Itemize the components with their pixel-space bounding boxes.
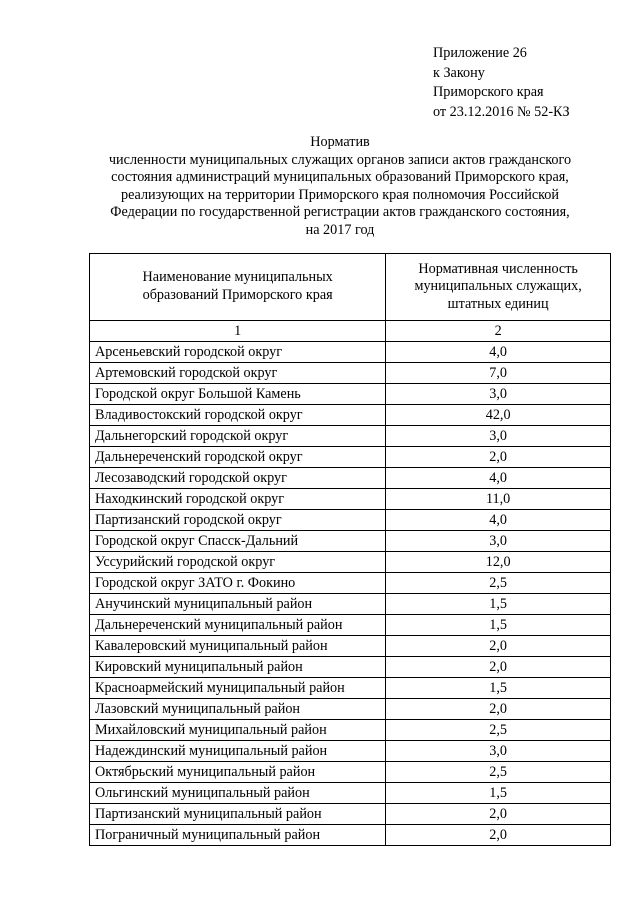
table-row — [90, 489, 611, 510]
table-row — [90, 825, 611, 846]
table-row — [90, 363, 611, 384]
table-row — [90, 741, 611, 762]
norms-table — [89, 253, 611, 846]
staff-norm-value: 2,0 — [386, 447, 611, 468]
staff-norm-value: 2,0 — [386, 636, 611, 657]
municipality-name: Кировский муниципальный район — [90, 657, 386, 678]
staff-norm-value: 2,5 — [386, 762, 611, 783]
staff-norm-value: 2,0 — [386, 804, 611, 825]
column-number: 1 — [90, 321, 386, 342]
header-municipality — [90, 254, 386, 321]
table-row — [90, 384, 611, 405]
municipality-name: Партизанский городской округ — [90, 510, 386, 531]
staff-norm-value: 4,0 — [386, 342, 611, 363]
title-line: численности муниципальных служащих органов записи актов гражданского — [108, 151, 572, 168]
staff-norm-value: 7,0 — [386, 363, 611, 384]
table-row — [90, 636, 611, 657]
staff-norm-value: 2,0 — [386, 825, 611, 846]
table-row — [90, 720, 611, 741]
municipality-name: Лесозаводский городской округ — [90, 468, 386, 489]
municipality-name: Партизанский муниципальный район — [90, 804, 386, 825]
municipality-name: Городской округ ЗАТО г. Фокино — [90, 573, 386, 594]
staff-norm-value: 1,5 — [386, 594, 611, 615]
title-line: реализующих на территории Приморского края полномочия Российской — [120, 186, 559, 203]
municipality-name: Арсеньевский городской округ — [90, 342, 386, 363]
appendix-reference — [433, 44, 570, 122]
municipality-name: Городской округ Большой Камень — [90, 384, 386, 405]
staff-norm-value: 3,0 — [386, 531, 611, 552]
table-row — [90, 552, 611, 573]
table-row — [90, 594, 611, 615]
title-line: состояния администраций муниципальных образований Приморского края, — [111, 169, 569, 186]
table-header-row — [90, 254, 611, 321]
table-row — [90, 657, 611, 678]
column-number-row — [90, 321, 611, 342]
municipality-name: Надеждинский муниципальный район — [90, 741, 386, 762]
document-title — [60, 134, 620, 240]
municipality-name: Владивостокский городской округ — [90, 405, 386, 426]
staff-norm-value: 3,0 — [386, 426, 611, 447]
staff-norm-value: 42,0 — [386, 405, 611, 426]
table-row — [90, 573, 611, 594]
municipality-name: Артемовский городской округ — [90, 363, 386, 384]
table-row — [90, 510, 611, 531]
staff-norm-value: 4,0 — [386, 468, 611, 489]
header-line: Наименование муниципальных — [142, 269, 333, 286]
appendix-line: Приложение 26 — [433, 45, 527, 61]
municipality-name: Ольгинский муниципальный район — [90, 783, 386, 804]
staff-norm-value: 11,0 — [386, 489, 611, 510]
table-row — [90, 699, 611, 720]
table-row — [90, 468, 611, 489]
staff-norm-value: 12,0 — [386, 552, 611, 573]
table-row — [90, 405, 611, 426]
staff-norm-value: 2,5 — [386, 720, 611, 741]
staff-norm-value: 3,0 — [386, 741, 611, 762]
municipality-name: Дальнереченский городской округ — [90, 447, 386, 468]
table-row — [90, 804, 611, 825]
header-line: муниципальных служащих, — [414, 278, 582, 295]
municipality-name: Анучинский муниципальный район — [90, 594, 386, 615]
header-line: Нормативная численность — [418, 260, 578, 277]
title-line: Норматив — [310, 134, 370, 150]
table-row — [90, 447, 611, 468]
municipality-name: Михайловский муниципальный район — [90, 720, 386, 741]
table-row — [90, 426, 611, 447]
appendix-line: к Закону — [433, 64, 485, 81]
table-row — [90, 342, 611, 363]
staff-norm-value: 2,0 — [386, 699, 611, 720]
appendix-line: от 23.12.2016 № 52-КЗ — [433, 103, 570, 120]
municipality-name: Дальнереченский муниципальный район — [90, 615, 386, 636]
table-row — [90, 762, 611, 783]
title-line: на 2017 год — [305, 221, 375, 238]
column-number: 2 — [386, 321, 611, 342]
staff-norm-value: 4,0 — [386, 510, 611, 531]
header-line: образований Приморского края — [142, 287, 333, 303]
staff-norm-value: 1,5 — [386, 615, 611, 636]
municipality-name: Кавалеровский муниципальный район — [90, 636, 386, 657]
table-row — [90, 783, 611, 804]
table-row — [90, 678, 611, 699]
header-staff-count — [386, 254, 611, 321]
title-line: Федерации по государственной регистрации актов гражданского состояния, — [110, 204, 570, 221]
municipality-name: Находкинский городской округ — [90, 489, 386, 510]
municipality-name: Лазовский муниципальный район — [90, 699, 386, 720]
table-body — [90, 342, 611, 846]
staff-norm-value: 2,5 — [386, 573, 611, 594]
municipality-name: Пограничный муниципальный район — [90, 825, 386, 846]
staff-norm-value: 1,5 — [386, 783, 611, 804]
appendix-line: Приморского края — [433, 84, 544, 100]
municipality-name: Уссурийский городской округ — [90, 552, 386, 573]
staff-norm-value: 2,0 — [386, 657, 611, 678]
staff-norm-value: 1,5 — [386, 678, 611, 699]
header-line: штатных единиц — [447, 295, 549, 312]
municipality-name: Городской округ Спасск-Дальний — [90, 531, 386, 552]
staff-norm-value: 3,0 — [386, 384, 611, 405]
municipality-name: Октябрьский муниципальный район — [90, 762, 386, 783]
table-row — [90, 615, 611, 636]
municipality-name: Дальнегорский городской округ — [90, 426, 386, 447]
table-row — [90, 531, 611, 552]
municipality-name: Красноармейский муниципальный район — [90, 678, 386, 699]
